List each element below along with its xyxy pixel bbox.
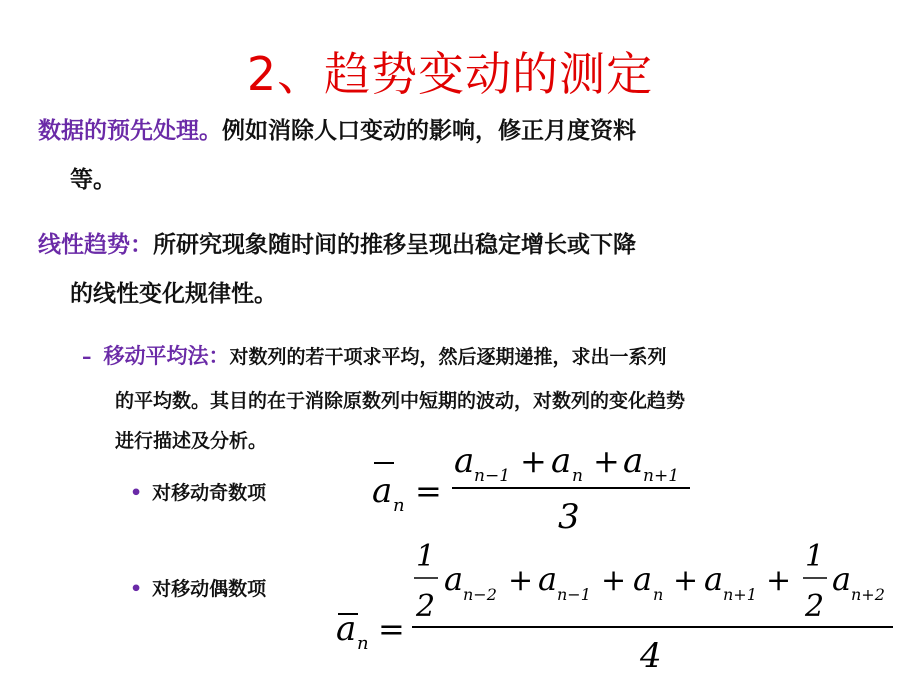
term-a: a xyxy=(832,560,852,598)
term-a: a xyxy=(704,560,724,598)
bullet-dot-icon: • xyxy=(130,578,143,600)
plus-sign: + xyxy=(593,442,620,480)
dash-marker: – xyxy=(82,346,92,368)
moving-average-lead: 移动平均法： xyxy=(103,344,230,368)
term-a: a xyxy=(633,560,653,598)
formula-odd xyxy=(372,441,690,537)
half-den: 2 xyxy=(416,589,436,624)
lhs-var: a xyxy=(372,471,393,511)
term-sub: n+2 xyxy=(851,585,885,604)
term-sub: n+1 xyxy=(643,466,680,486)
term-a: a xyxy=(444,560,464,598)
half-den: 2 xyxy=(805,589,825,624)
lhs-var: a xyxy=(336,609,357,649)
term-a: a xyxy=(538,560,558,598)
lhs-sub: n xyxy=(393,495,405,516)
term-a: a xyxy=(623,441,644,481)
plus-sign: + xyxy=(601,563,627,598)
equals-sign: = xyxy=(378,610,405,648)
preprocessing-cont: 等。 xyxy=(70,167,116,193)
term-sub: n+1 xyxy=(723,585,757,604)
plus-sign: + xyxy=(520,442,547,480)
half-num: 1 xyxy=(805,539,825,574)
term-sub: n xyxy=(572,466,583,486)
bullet-even-text: 对移动偶数项 xyxy=(152,578,267,600)
bullet-odd-text: 对移动奇数项 xyxy=(152,482,267,504)
lhs-sub: n xyxy=(357,633,369,654)
equals-sign: = xyxy=(415,472,442,510)
plus-sign: + xyxy=(508,563,534,598)
bullet-dot-icon: • xyxy=(130,482,143,504)
linear-trend-cont: 的线性变化规律性。 xyxy=(70,281,277,307)
linear-trend-text: 所研究现象随时间的推移呈现出稳定增长或下降 xyxy=(153,232,636,258)
denominator: 3 xyxy=(558,497,580,537)
term-sub: n−2 xyxy=(463,585,497,604)
term-a: a xyxy=(551,441,572,481)
term-sub: n xyxy=(653,585,664,604)
denominator: 4 xyxy=(640,636,662,675)
moving-average-line3: 进行描述及分析。 xyxy=(115,430,268,452)
plus-sign: + xyxy=(766,563,792,598)
moving-average-line1: 对数列的若干项求平均，然后逐期递推，求出一系列 xyxy=(229,346,667,368)
formula-even xyxy=(336,539,893,675)
preprocessing-text: 例如消除人口变动的影响，修正月度资料 xyxy=(222,118,636,144)
moving-average-line2: 的平均数。其目的在于消除原数列中短期的波动，对数列的变化趋势 xyxy=(115,390,686,412)
plus-sign: + xyxy=(673,563,699,598)
preprocessing-lead: 数据的预先处理。 xyxy=(38,118,222,144)
term-sub: n−1 xyxy=(557,585,591,604)
linear-trend-lead: 线性趋势： xyxy=(38,232,153,258)
term-a: a xyxy=(454,441,475,481)
half-num: 1 xyxy=(416,539,436,574)
slide-title: 2、趋势变动的测定 xyxy=(246,47,654,101)
term-sub: n−1 xyxy=(474,466,511,486)
